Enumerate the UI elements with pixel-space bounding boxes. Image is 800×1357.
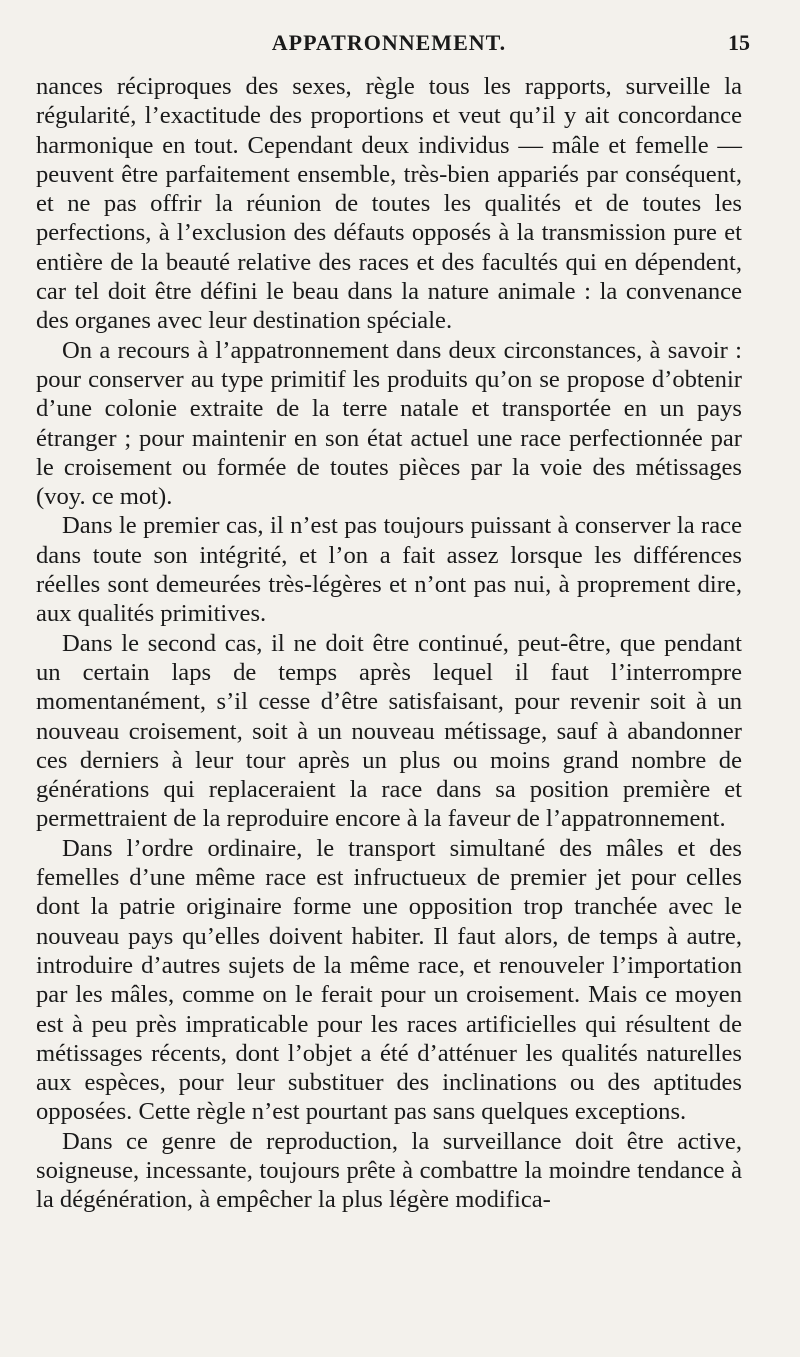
paragraph: Dans ce genre de reproduction, la surveillance doit être active, soigneuse, incessante, toujours prête à combattre la moindre tendance à la dégénération, à empêcher la plus légère modifica- [36,1127,742,1214]
body-text [36,72,742,1215]
paragraph-continued: nances réciproques des sexes, règle tous les rapports, surveille la régularité, l’exactitude des proportions et veut qu’il y ait concordance harmonique en tout. Cependant deux individus — mâle et femelle — peuvent être parfaitement ensemble, très-bien appariés par conséquent, et ne pas offrir la réunion de toutes les qualités et de toutes les perfections, à l’exclusion des défauts opposés à la transmission pure et entière de la beauté relative des races et des facultés qui en dépendent, car tel doit être défini le beau dans la nature animale : la convenance des organes avec leur destination spéciale. [36,73,742,335]
paragraph: Dans le second cas, il ne doit être continué, peut-être, que pendant un certain laps de temps après lequel il faut l’interrompre momentanément, s’il cesse d’être satisfaisant, pour revenir soit à un nouveau croisement, soit à un nouveau métissage, sauf à abandonner ces derniers à leur tour après un plus ou moins grand nombre de générations qui replaceraient la race dans sa position première et permettraient de la reproduire encore à la faveur de l’appatronnement. [36,629,742,833]
paragraph: Dans l’ordre ordinaire, le transport simultané des mâles et des femelles d’une même race est infructueux de premier jet pour celles dont la patrie originaire forme une opposition trop tranchée avec le nouveau pays qu’elles doivent habiter. Il faut alors, de temps à autre, introduire d’autres sujets de la même race, et renouveler l’importation par les mâles, comme on le ferait pour un croisement. Mais ce moyen est à peu près impraticable pour les races artificielles qui résultent de métissages récents, dont l’objet a été d’atténuer les qualités naturelles aux espèces, pour leur substituer des inclinations ou des aptitudes opposées. Cette règle n’est pourtant pas sans quelques exceptions. [36,834,742,1126]
paragraph: On a recours à l’appatronnement dans deux circonstances, à savoir : pour conserver au type primitif les produits qu’on se propose d’obtenir d’une colonie extraite de la terre natale et transportée en un pays étranger ; pour maintenir en son état actuel une race perfectionnée par le croisement ou formée de toutes pièces par la voie des métissages (voy. ce mot). [36,336,742,511]
paragraph: Dans le premier cas, il n’est pas toujours puissant à conserver la race dans toute son intégrité, et l’on a fait assez lorsque les différences réelles sont demeurées très-légères et n’ont pas nui, à proprement dire, aux qualités primitives. [36,512,742,628]
page-number: 15 [728,30,750,55]
running-head [36,30,750,60]
running-title: APPATRONNEMENT. [271,30,507,55]
